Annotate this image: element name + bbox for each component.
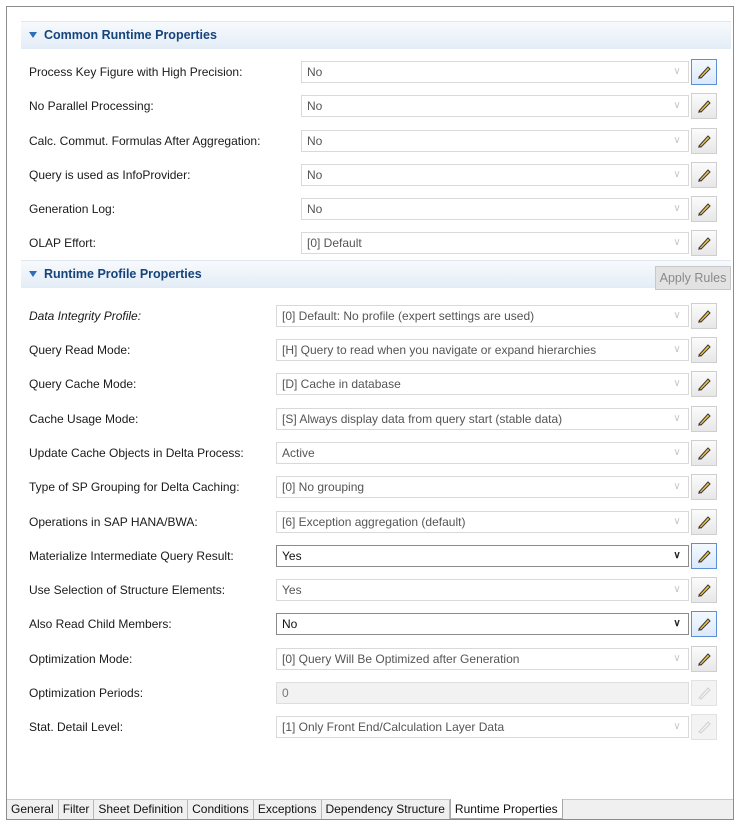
tab-general[interactable]: General xyxy=(7,800,59,819)
section-title: Common Runtime Properties xyxy=(44,28,217,42)
chevron-down-icon[interactable]: ∨ xyxy=(673,309,681,321)
dropdown-value: No xyxy=(307,133,323,148)
optimization-periods-field[interactable] xyxy=(276,682,689,704)
chevron-down-icon[interactable]: ∨ xyxy=(673,168,681,180)
chevron-down-icon[interactable]: ∨ xyxy=(673,549,681,561)
property-label: Query Cache Mode: xyxy=(29,377,137,392)
dropdown-value: Yes xyxy=(282,583,302,598)
property-label: Use Selection of Structure Elements: xyxy=(29,583,226,598)
property-row xyxy=(21,676,731,710)
pencil-icon xyxy=(696,201,712,217)
property-label: No Parallel Processing: xyxy=(29,99,154,114)
property-dropdown[interactable] xyxy=(276,511,689,533)
pencil-icon xyxy=(696,651,712,667)
dropdown-value: [0] Default: No profile (expert settings are used) xyxy=(282,308,535,323)
tab-exceptions[interactable]: Exceptions xyxy=(254,800,322,819)
edit-button[interactable] xyxy=(691,303,717,329)
pencil-icon xyxy=(696,308,712,324)
dropdown-value: No xyxy=(282,617,298,632)
property-row xyxy=(21,402,731,436)
runtime-profile-section-header[interactable] xyxy=(21,260,731,288)
property-label: Generation Log: xyxy=(29,202,116,217)
property-dropdown[interactable] xyxy=(276,408,689,430)
edit-button[interactable] xyxy=(691,646,717,672)
property-row xyxy=(21,710,731,744)
chevron-down-icon[interactable]: ∨ xyxy=(673,584,681,596)
property-row xyxy=(21,124,731,158)
edit-button[interactable] xyxy=(691,162,717,188)
chevron-down-icon[interactable]: ∨ xyxy=(673,481,681,493)
edit-button[interactable] xyxy=(691,714,717,740)
edit-button[interactable] xyxy=(691,128,717,154)
property-dropdown[interactable] xyxy=(301,95,689,117)
property-label: Operations in SAP HANA/BWA: xyxy=(29,514,198,529)
property-dropdown[interactable] xyxy=(276,545,689,567)
dropdown-value: [1] Only Front End/Calculation Layer Data xyxy=(282,720,505,735)
edit-button[interactable] xyxy=(691,474,717,500)
triangle-down-icon[interactable] xyxy=(29,32,37,38)
dropdown-value: [S] Always display data from query start (stable data) xyxy=(282,411,563,426)
property-row xyxy=(21,505,731,539)
property-label: Query Read Mode: xyxy=(29,343,131,358)
edit-button[interactable] xyxy=(691,509,717,535)
property-row xyxy=(21,299,731,333)
property-label: Update Cache Objects in Delta Process: xyxy=(29,445,244,460)
dropdown-value: Active xyxy=(282,445,315,460)
chevron-down-icon[interactable]: ∨ xyxy=(673,378,681,390)
property-row xyxy=(21,539,731,573)
properties-window xyxy=(6,6,734,820)
chevron-down-icon[interactable]: ∨ xyxy=(673,515,681,527)
property-row xyxy=(21,89,731,123)
property-label: Also Read Child Members: xyxy=(29,617,172,632)
pencil-icon xyxy=(696,376,712,392)
property-dropdown[interactable] xyxy=(276,339,689,361)
chevron-down-icon[interactable]: ∨ xyxy=(673,66,681,77)
edit-button[interactable] xyxy=(691,371,717,397)
pencil-icon xyxy=(696,514,712,530)
property-label: Stat. Detail Level: xyxy=(29,720,124,735)
property-dropdown[interactable] xyxy=(276,716,689,738)
property-label: Materialize Intermediate Query Result: xyxy=(29,548,234,563)
property-row xyxy=(21,607,731,641)
edit-button[interactable] xyxy=(691,577,717,603)
property-dropdown[interactable] xyxy=(301,164,689,186)
property-label: Cache Usage Mode: xyxy=(29,411,139,426)
pencil-icon xyxy=(696,133,712,149)
property-label: Process Key Figure with High Precision: xyxy=(29,65,243,79)
property-label: Query is used as InfoProvider: xyxy=(29,167,191,182)
property-dropdown[interactable] xyxy=(276,442,689,464)
property-dropdown[interactable] xyxy=(301,232,689,254)
dropdown-value: Yes xyxy=(282,548,302,563)
chevron-down-icon[interactable]: ∨ xyxy=(673,344,681,356)
edit-button[interactable] xyxy=(691,93,717,119)
property-row xyxy=(21,226,731,260)
pencil-icon xyxy=(696,411,712,427)
property-label: Optimization Mode: xyxy=(29,651,133,666)
chevron-down-icon[interactable]: ∨ xyxy=(673,134,681,146)
property-dropdown[interactable] xyxy=(276,648,689,670)
edit-button[interactable] xyxy=(691,611,717,637)
pencil-icon xyxy=(696,342,712,358)
property-row xyxy=(21,55,731,89)
property-row xyxy=(21,158,731,192)
chevron-down-icon[interactable]: ∨ xyxy=(673,412,681,424)
bottom-tab-bar xyxy=(7,799,733,819)
triangle-down-icon[interactable] xyxy=(29,271,37,277)
property-row xyxy=(21,367,731,401)
tab-runtime-properties[interactable]: Runtime Properties xyxy=(450,799,563,819)
tab-filter[interactable]: Filter xyxy=(59,800,95,819)
property-row xyxy=(21,192,731,226)
dropdown-value: [D] Cache in database xyxy=(282,377,401,392)
properties-panel xyxy=(21,21,731,745)
property-dropdown[interactable] xyxy=(301,198,689,220)
tab-dependency-structure[interactable]: Dependency Structure xyxy=(322,800,450,819)
property-dropdown[interactable] xyxy=(276,476,689,498)
property-row xyxy=(21,436,731,470)
pencil-icon xyxy=(696,685,712,701)
dropdown-value: No xyxy=(307,202,323,217)
edit-button[interactable] xyxy=(691,59,717,85)
dropdown-value: [H] Query to read when you navigate or expand hierarchies xyxy=(282,343,597,358)
dropdown-value: [0] Default xyxy=(307,236,362,251)
property-label: Type of SP Grouping for Delta Caching: xyxy=(29,480,240,495)
pencil-icon xyxy=(696,616,712,632)
chevron-down-icon[interactable]: ∨ xyxy=(673,721,681,733)
section-title: Runtime Profile Properties xyxy=(44,266,202,281)
edit-button[interactable] xyxy=(691,406,717,432)
tab-conditions[interactable]: Conditions xyxy=(188,800,254,819)
edit-button[interactable] xyxy=(691,440,717,466)
pencil-icon xyxy=(696,235,712,251)
property-label: Optimization Periods: xyxy=(29,686,144,701)
common-runtime-section-header[interactable] xyxy=(21,21,731,49)
property-row xyxy=(21,333,731,367)
chevron-down-icon[interactable]: ∨ xyxy=(673,652,681,664)
pencil-icon xyxy=(696,548,712,564)
dropdown-value: No xyxy=(307,167,323,182)
property-label: Calc. Commut. Formulas After Aggregation: xyxy=(29,133,261,148)
apply-rules-button[interactable]: Apply Rules xyxy=(655,266,731,290)
property-row xyxy=(21,573,731,607)
chevron-down-icon[interactable]: ∨ xyxy=(673,100,681,112)
dropdown-value: No xyxy=(307,65,323,79)
edit-button[interactable] xyxy=(691,196,717,222)
pencil-icon xyxy=(696,167,712,183)
pencil-icon xyxy=(696,719,712,735)
chevron-down-icon[interactable]: ∨ xyxy=(673,446,681,458)
pencil-icon xyxy=(696,98,712,114)
pencil-icon xyxy=(696,582,712,598)
property-dropdown[interactable] xyxy=(276,579,689,601)
edit-button[interactable] xyxy=(691,337,717,363)
field-value: 0 xyxy=(282,686,289,701)
chevron-down-icon[interactable]: ∨ xyxy=(673,237,681,249)
dropdown-value: [6] Exception aggregation (default) xyxy=(282,514,466,529)
edit-button[interactable] xyxy=(691,230,717,256)
dropdown-value: [0] Query Will Be Optimized after Generation xyxy=(282,651,520,666)
dropdown-value: [0] No grouping xyxy=(282,480,365,495)
property-label: OLAP Effort: xyxy=(29,236,96,251)
property-dropdown[interactable] xyxy=(276,613,689,635)
pencil-icon xyxy=(696,445,712,461)
chevron-down-icon[interactable]: ∨ xyxy=(673,203,681,215)
property-label: Data Integrity Profile: xyxy=(29,308,142,323)
dropdown-value: No xyxy=(307,99,323,114)
edit-button[interactable] xyxy=(691,543,717,569)
chevron-down-icon[interactable]: ∨ xyxy=(673,618,681,630)
property-dropdown[interactable] xyxy=(301,130,689,152)
property-dropdown[interactable] xyxy=(301,61,689,83)
property-row xyxy=(21,642,731,676)
pencil-icon xyxy=(696,64,712,80)
property-dropdown[interactable] xyxy=(276,373,689,395)
property-row xyxy=(21,470,731,504)
property-dropdown[interactable] xyxy=(276,305,689,327)
edit-button[interactable] xyxy=(691,680,717,706)
tab-sheet-definition[interactable]: Sheet Definition xyxy=(94,800,188,819)
pencil-icon xyxy=(696,479,712,495)
